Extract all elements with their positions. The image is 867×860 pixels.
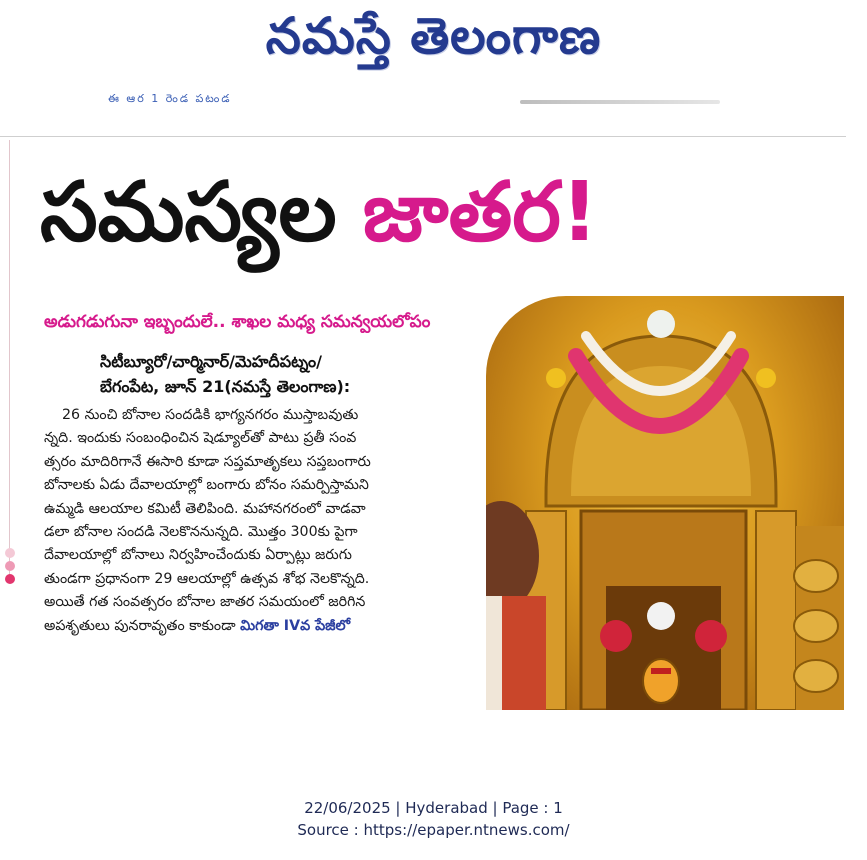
left-margin-line <box>9 140 10 580</box>
masthead-strip-bar <box>520 100 720 104</box>
continuation-link[interactable]: మిగతా IVవ పేజీలో <box>240 617 351 634</box>
body-line: అయితే గత సంవత్సరం బోనాల జాతర సమయంలో జరిగిన <box>44 594 366 611</box>
left-margin-dots <box>4 545 16 587</box>
body-line: ఉమ్మడి ఆలయాల కమిటీ తెలిపింది. మహానగరంలో వాడవా <box>44 500 366 517</box>
dateline-line-2: బేగంపేట, జూన్ 21(నమస్తే తెలంగాణ): <box>100 377 351 396</box>
body-line: దేవాలయాల్లో బోనాలు నిర్వహించేందుకు ఏర్పాట్లు జరుగు <box>44 547 352 564</box>
body-line: బోనాలకు ఏడు దేవాలయాల్లో బంగారు బోనం సమర్పిస్తామని <box>44 477 369 494</box>
body-line: 26 నుంచి బోనాల సందడికి భాగ్యనగరం ముస్తాబవుతు <box>62 407 359 423</box>
dateline-line-1: సిటీబ్యూరో/చార్మినార్/మెహదీపట్నం/ <box>100 352 322 371</box>
temple-deity-illustration <box>486 296 844 710</box>
article-body <box>44 404 496 638</box>
masthead-strip-text: ఈ ఆర 1 రెండ పటండ <box>108 92 232 104</box>
body-line-last <box>44 615 496 638</box>
masthead-title: నమస్తే తెలంగాణ <box>265 6 602 65</box>
footer-source-line: Source : https://epaper.ntnews.com/ <box>297 821 570 839</box>
body-line: త్సరం మాదిరిగానే ఈసారి కూడా సప్తమాతృకలు సప్తబంగారు <box>44 453 371 470</box>
footer-date-line: 22/06/2025 | Hyderabad | Page : 1 <box>304 799 563 817</box>
dateline <box>100 349 490 399</box>
headline <box>40 158 840 268</box>
body-line: న్నది. ఇందుకు సంబంధించిన షెడ్యూల్‌తో పాటు ప్రతీ సంవ <box>44 430 357 447</box>
temple-deity-photo <box>486 296 844 710</box>
top-divider <box>0 136 846 137</box>
body-line: తుండగా ప్రధానంగా 29 ఆలయాల్లో ఉత్సవ శోభ నెలకొన్నది. <box>44 570 370 587</box>
body-last-text: అపశృతులు పునరావృతం కాకుండా <box>44 617 236 634</box>
body-line: డలా బోనాల సందడి నెలకొననున్నది. మొత్తం 300కు పైగా <box>44 523 358 540</box>
headline-part-pink: జాతర! <box>362 165 599 260</box>
headline-part-black: సమస్యల <box>40 165 337 260</box>
subheadline: అడుగడుగునా ఇబ్బందులే.. శాఖల మధ్య సమన్వయలోపం <box>44 312 431 332</box>
